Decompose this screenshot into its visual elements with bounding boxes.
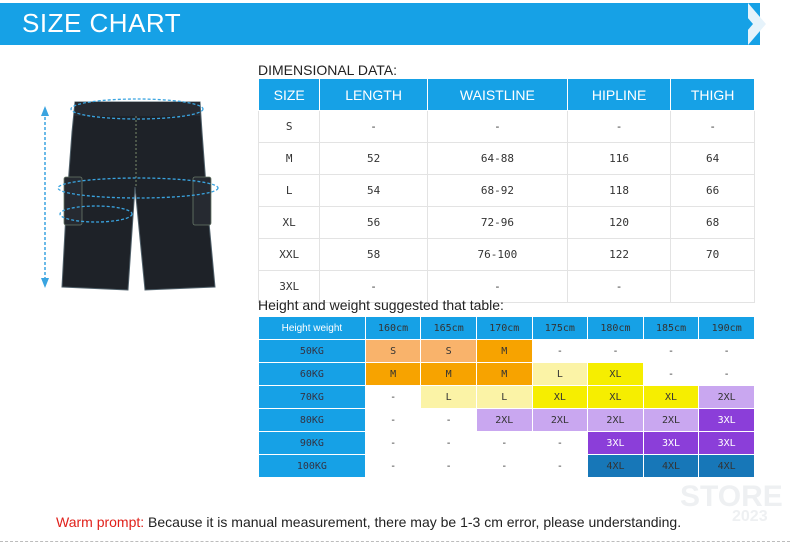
corner-header: Height weight: [259, 317, 366, 340]
col-header: LENGTH: [320, 79, 428, 111]
size-cell: -: [365, 455, 421, 478]
weight-label: 60KG: [259, 363, 366, 386]
year-watermark: 2023: [732, 508, 768, 525]
table-cell: 52: [320, 143, 428, 175]
table-cell: -: [427, 271, 567, 303]
height-header: 165cm: [421, 317, 477, 340]
size-cell: L: [532, 363, 588, 386]
table-cell: -: [671, 111, 755, 143]
banner-arrow: [735, 3, 753, 45]
weight-row: [259, 340, 755, 363]
bottom-divider: [0, 541, 790, 542]
size-cell: M: [365, 363, 421, 386]
table-row: [259, 111, 755, 143]
weight-label: 100KG: [259, 455, 366, 478]
col-header: WAISTLINE: [427, 79, 567, 111]
table-cell: 54: [320, 175, 428, 207]
table-cell: 70: [671, 239, 755, 271]
warm-prompt-text: Because it is manual measurement, there may be 1-3 cm error, please understanding.: [144, 514, 682, 530]
height-header: 180cm: [588, 317, 644, 340]
table-cell: [671, 271, 755, 303]
height-weight-table: [258, 316, 755, 478]
table-row: [259, 143, 755, 175]
arrow-down-icon: [41, 278, 49, 288]
size-cell: -: [365, 409, 421, 432]
col-header: HIPLINE: [567, 79, 670, 111]
size-cell: -: [421, 455, 477, 478]
table-row: [259, 175, 755, 207]
weight-row: [259, 409, 755, 432]
size-cell: M: [476, 340, 532, 363]
table-cell: -: [427, 111, 567, 143]
table-cell: 64-88: [427, 143, 567, 175]
size-cell: XL: [588, 363, 644, 386]
table-cell: XL: [259, 207, 320, 239]
size-cell: S: [365, 340, 421, 363]
col-header: SIZE: [259, 79, 320, 111]
size-cell: -: [421, 432, 477, 455]
size-cell: -: [532, 455, 588, 478]
size-cell: XL: [588, 386, 644, 409]
arrow-up-icon: [41, 106, 49, 116]
height-header: 160cm: [365, 317, 421, 340]
size-cell: -: [588, 340, 644, 363]
weight-label: 50KG: [259, 340, 366, 363]
left-cargo-pocket: [64, 177, 82, 225]
table-cell: 56: [320, 207, 428, 239]
shorts-waistband: [75, 102, 200, 116]
table-cell: 58: [320, 239, 428, 271]
dimensional-table: [258, 78, 755, 303]
size-cell: L: [476, 386, 532, 409]
size-cell: -: [476, 455, 532, 478]
shorts-illustration: [30, 92, 235, 302]
size-cell: -: [476, 432, 532, 455]
size-cell: 3XL: [643, 432, 699, 455]
height-header: 175cm: [532, 317, 588, 340]
weight-label: 90KG: [259, 432, 366, 455]
table-cell: -: [320, 271, 428, 303]
dimensional-heading: DIMENSIONAL DATA:: [258, 62, 397, 78]
size-cell: XL: [643, 386, 699, 409]
table-row: [259, 207, 755, 239]
suggestion-heading: Height and weight suggested that table:: [258, 297, 504, 313]
size-cell: 2XL: [588, 409, 644, 432]
size-cell: M: [476, 363, 532, 386]
height-header: 190cm: [699, 317, 755, 340]
size-cell: 2XL: [476, 409, 532, 432]
page-title: SIZE CHART: [22, 8, 182, 38]
weight-label: 70KG: [259, 386, 366, 409]
table-cell: -: [567, 271, 670, 303]
table-cell: -: [320, 111, 428, 143]
store-watermark: STORE: [680, 480, 783, 513]
size-cell: 3XL: [699, 409, 755, 432]
size-cell: 4XL: [699, 455, 755, 478]
weight-row: [259, 432, 755, 455]
table-row: [259, 239, 755, 271]
size-cell: XL: [532, 386, 588, 409]
weight-row: [259, 455, 755, 478]
size-cell: -: [532, 340, 588, 363]
size-cell: 3XL: [699, 432, 755, 455]
table-cell: 120: [567, 207, 670, 239]
height-header: 185cm: [643, 317, 699, 340]
warm-prompt: [56, 514, 681, 530]
table-cell: 76-100: [427, 239, 567, 271]
table-cell: S: [259, 111, 320, 143]
size-cell: -: [699, 363, 755, 386]
size-cell: -: [532, 432, 588, 455]
table-cell: L: [259, 175, 320, 207]
table-cell: 64: [671, 143, 755, 175]
size-cell: M: [421, 363, 477, 386]
size-cell: -: [699, 340, 755, 363]
height-header-row: [259, 317, 755, 340]
table-cell: 118: [567, 175, 670, 207]
weight-label: 80KG: [259, 409, 366, 432]
dimensional-header-row: [259, 79, 755, 111]
weight-row: [259, 363, 755, 386]
size-cell: -: [643, 363, 699, 386]
col-header: THIGH: [671, 79, 755, 111]
table-cell: 116: [567, 143, 670, 175]
size-cell: 4XL: [588, 455, 644, 478]
table-cell: XXL: [259, 239, 320, 271]
height-header: 170cm: [476, 317, 532, 340]
size-cell: -: [643, 340, 699, 363]
size-cell: 2XL: [643, 409, 699, 432]
table-cell: 68-92: [427, 175, 567, 207]
table-cell: 66: [671, 175, 755, 207]
size-cell: -: [365, 386, 421, 409]
size-cell: L: [421, 386, 477, 409]
size-cell: 4XL: [643, 455, 699, 478]
size-cell: 3XL: [588, 432, 644, 455]
size-cell: -: [365, 432, 421, 455]
size-cell: 2XL: [532, 409, 588, 432]
weight-row: [259, 386, 755, 409]
right-cargo-pocket: [193, 177, 211, 225]
size-cell: S: [421, 340, 477, 363]
table-cell: 122: [567, 239, 670, 271]
warm-prompt-label: Warm prompt:: [56, 514, 145, 530]
table-cell: 68: [671, 207, 755, 239]
size-cell: 2XL: [699, 386, 755, 409]
size-cell: -: [421, 409, 477, 432]
table-cell: 3XL: [259, 271, 320, 303]
table-cell: 72-96: [427, 207, 567, 239]
table-cell: -: [567, 111, 670, 143]
table-cell: M: [259, 143, 320, 175]
